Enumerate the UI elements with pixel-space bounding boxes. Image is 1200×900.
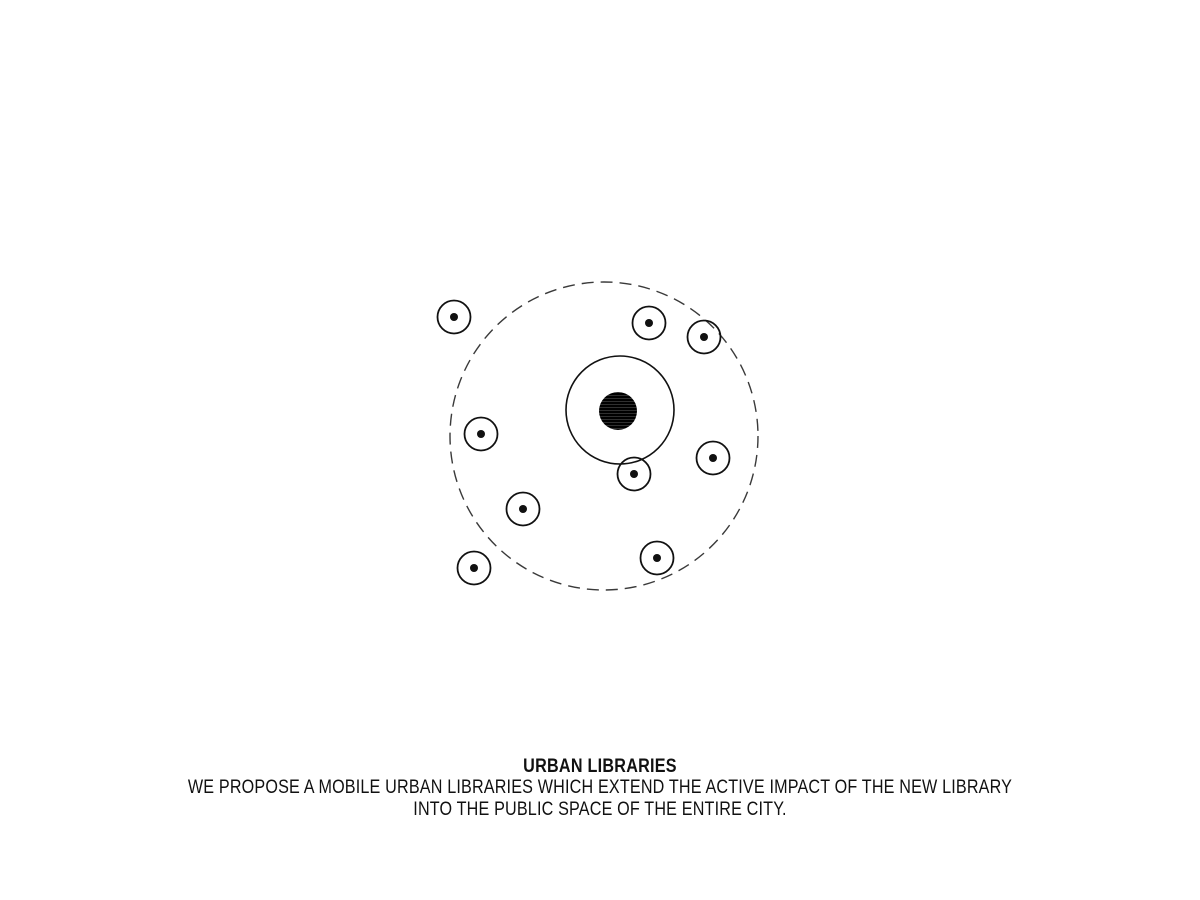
mobile-library-node-dot	[630, 470, 638, 478]
city-boundary-circle	[450, 282, 758, 590]
mobile-library-node-dot	[645, 319, 653, 327]
library-core-dot	[599, 392, 637, 430]
mobile-library-node-dot	[470, 564, 478, 572]
caption-line-2: INTO THE PUBLIC SPACE OF THE ENTIRE CITY.	[413, 798, 787, 820]
caption-line-1: WE PROPOSE A MOBILE URBAN LIBRARIES WHICH EXTEND THE ACTIVE IMPACT OF THE NEW LIBRARY	[187, 777, 1013, 798]
mobile-library-node-dot	[653, 554, 661, 562]
mobile-library-node-dot	[709, 454, 717, 462]
caption	[0, 756, 1200, 820]
mobile-library-node-dot	[477, 430, 485, 438]
mobile-library-node-dot	[450, 313, 458, 321]
mobile-library-node-dot	[700, 333, 708, 341]
caption-title: URBAN LIBRARIES	[523, 756, 677, 777]
mobile-library-node-dot	[519, 505, 527, 513]
